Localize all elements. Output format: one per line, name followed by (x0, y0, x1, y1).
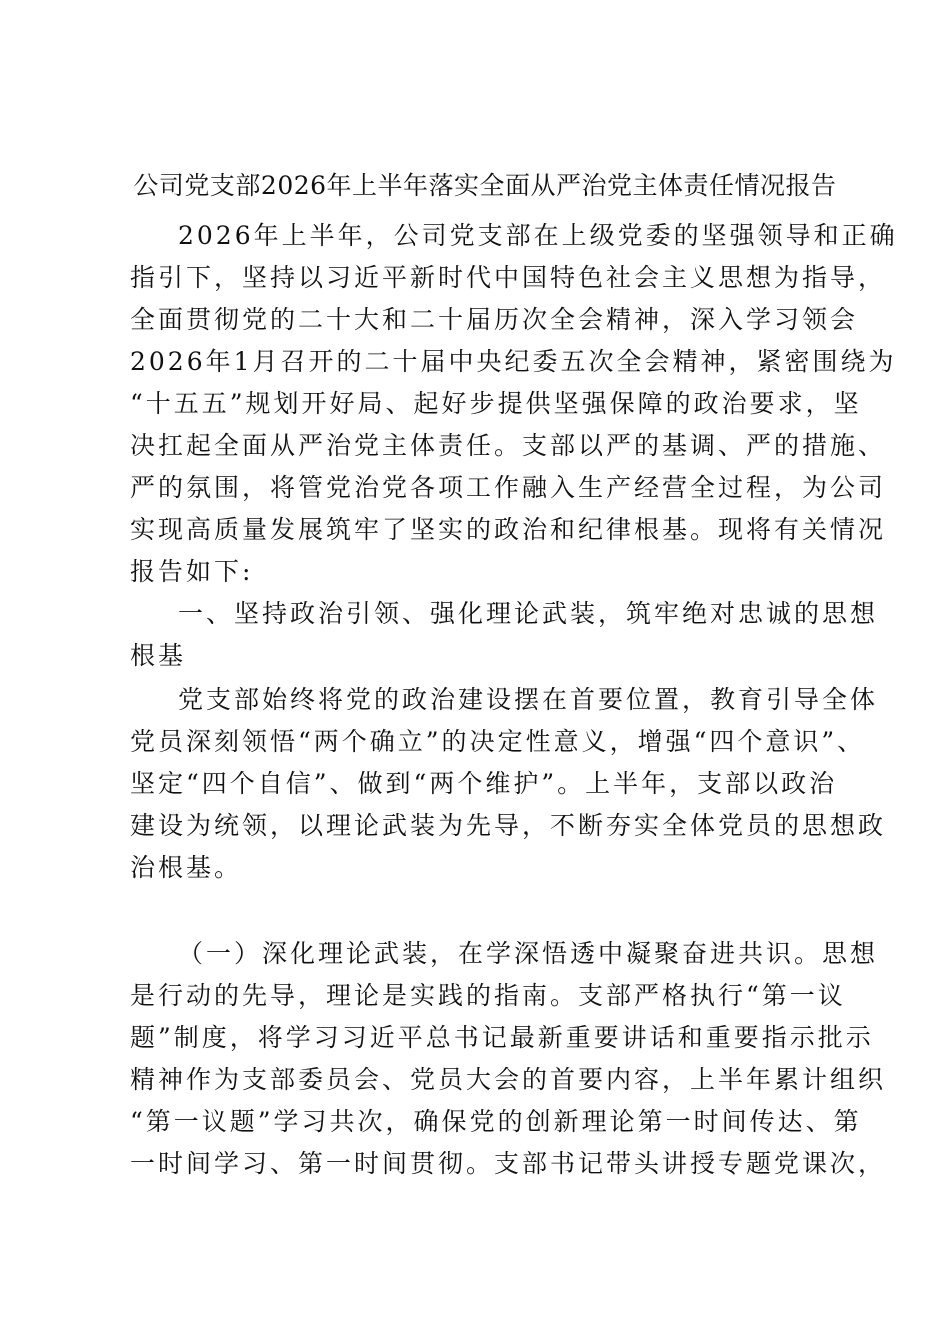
paragraph-line: 是行动的先导，理论是实践的指南。支部严格执行“第一议 (130, 981, 846, 1010)
paragraph-line: 党支部始终将党的政治建设摆在首要位置，教育引导全体 (178, 685, 879, 714)
paragraph-line: 全面贯彻党的二十大和二十届历次全会精神，深入学习领会 (130, 305, 859, 334)
section-heading-line: 根基 (130, 641, 187, 670)
paragraph-line: 党员深刻领悟“两个确立”的决定性意义，增强“四个意识”、 (130, 727, 866, 756)
paragraph-line: “第一议题”学习共次，确保党的创新理论第一时间传达、第 (130, 1107, 862, 1136)
paragraph-line: 严的氛围，将管党治党各项工作融入生产经营全过程，为公司 (130, 473, 887, 502)
paragraph-line: “十五五”规划开好局、起好步提供坚强保障的政治要求，坚 (130, 389, 862, 418)
paragraph-line: 报告如下: (130, 557, 254, 586)
paragraph-line: 指引下，坚持以习近平新时代中国特色社会主义思想为指导， (130, 263, 887, 292)
paragraph-line: 实现高质量发展筑牢了坚实的政治和纪律根基。现将有关情况 (130, 515, 887, 544)
document-title: 公司党支部2026年上半年落实全面从严治党主体责任情况报告 (133, 171, 837, 200)
paragraph-line: 决扛起全面从严治党主体责任。支部以严的基调、严的措施、 (130, 431, 887, 460)
paragraph-line: （一）深化理论武装，在学深悟透中凝聚奋进共识。思想 (178, 939, 879, 968)
paragraph-line: 2026年上半年，公司党支部在上级党委的坚强领导和正确 (178, 221, 898, 250)
paragraph-line: 2026年1月召开的二十届中央纪委五次全会精神，紧密围绕为 (130, 347, 897, 376)
paragraph-line: 精神作为支部委员会、党员大会的首要内容，上半年累计组织 (130, 1065, 887, 1094)
paragraph-line: 一时间学习、第一时间贯彻。支部书记带头讲授专题党课次， (130, 1149, 887, 1178)
paragraph-line: 坚定“四个自信”、做到“两个维护”。上半年，支部以政治 (130, 769, 838, 798)
paragraph-line: 治根基。 (130, 853, 243, 882)
paragraph-line: 题”制度，将学习习近平总书记最新重要讲话和重要指示批示 (130, 1023, 874, 1052)
section-heading-line: 一、坚持政治引领、强化理论武装，筑牢绝对忠诚的思想 (178, 599, 879, 628)
paragraph-line: 建设为统领，以理论武装为先导，不断夯实全体党员的思想政 (130, 811, 887, 840)
